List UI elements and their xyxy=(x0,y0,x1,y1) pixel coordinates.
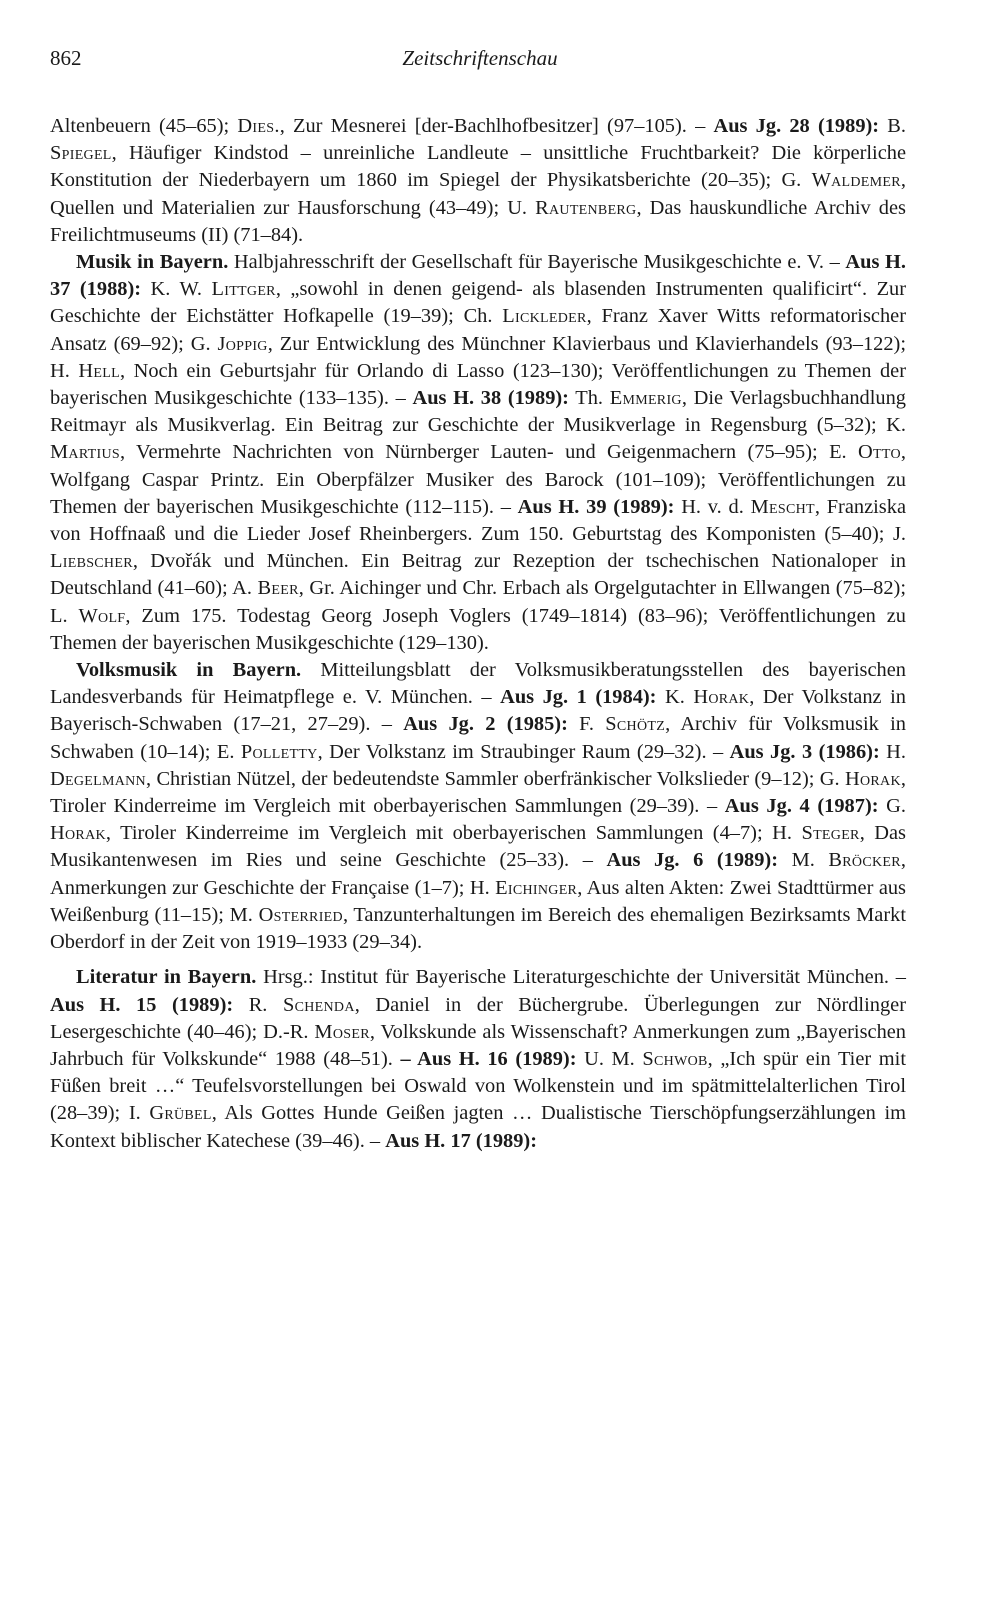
text-run: , Noch ein Geburtsjahr für Orlando di Lasso (123–130); Veröffentlichungen zu Themen der bayerischen Musikgeschichte (133–135). – xyxy=(50,359,907,410)
text-run: , Zum 175. Todestag Georg Joseph Voglers (1749–1814) (83–96); Veröffentlichungen zu Themen der bayerischen Musikgeschichte (129–130). xyxy=(50,604,906,654)
text-run: , Wolfgang Caspar Printz. Ein Oberpfälzer Musiker des Barock (101–109); Veröffentlichungen zu Themen der bayerischen Musikgeschichte (112–115). – xyxy=(50,441,906,518)
text-run: , Das hauskundliche Archiv des Freilichtmuseums (II) (71–84). xyxy=(50,196,906,246)
author-name: Joppig xyxy=(217,332,268,355)
text-run: , Der Volkstanz in Bayerisch-Schwaben (17–21, 27–29). – xyxy=(50,686,906,736)
issue-reference: Aus H. 39 (1989): xyxy=(517,495,675,518)
issue-reference: Aus Jg. 4 (1987): xyxy=(724,795,879,818)
author-name: Dies. xyxy=(237,115,280,137)
text-run: , Die Verlagsbuchhandlung Reitmayr als Musikverlag. Ein Beitrag zur Geschichte der Musikverlage in Regensburg (5–32); K. xyxy=(50,387,907,437)
author-name: Horak xyxy=(844,767,901,790)
text-run: Th. xyxy=(568,387,610,410)
text-run: , Franziska von Hoffnaaß und die Lieder Josef Rheinbergers. Zum 150. Geburtstag des Komponisten (5–40); J. xyxy=(50,495,906,546)
text-run: , Christian Nützel, der bedeutendste Sammler oberfränkischer Volkslieder (9–12); G. xyxy=(145,767,845,790)
author-name: Eichinger xyxy=(495,876,578,899)
author-name: Lickleder xyxy=(502,305,587,328)
author-name: Moser xyxy=(314,1020,370,1043)
text-run: F. xyxy=(567,713,606,736)
text-run: , Dvořák und München. Ein Beitrag zur Rezeption der tschechischen Nationaloper in Deutschland (41–60); A. xyxy=(50,550,906,600)
text-run: G. xyxy=(878,795,906,818)
text-run: , Franz Xaver Witts reformatorischer Ansatz (69–92); G. xyxy=(50,305,906,355)
text-run: , Tanzunterhaltungen im Bereich des ehemaligen Bezirksamts Markt Oberdorf in der Zeit von 1919–1933 (29–34). xyxy=(50,903,906,954)
author-name: Wolf xyxy=(78,604,126,627)
text-run: H. xyxy=(879,740,907,763)
author-name: Martius xyxy=(50,441,120,464)
text-run: , Als Gottes Hunde Geißen jagten … Dualistische Tierschöpfungserzählungen im Kontext biblischer Katechese (39–46). – xyxy=(50,1102,906,1152)
text-run: , Aus alten Akten: Zwei Stadttürmer aus Weißenburg (11–15); M. xyxy=(50,876,906,926)
text-run: , Anmerkungen zur Geschichte der Française (1–7); H. xyxy=(50,849,906,899)
author-name: Schwob xyxy=(642,1047,708,1070)
author-name: Bröcker xyxy=(828,849,901,872)
text-run: , Tiroler Kinderreime im Vergleich mit oberbayerischen Sammlungen (4–7); H. xyxy=(105,822,802,845)
issue-reference: – Aus H. 16 (1989): xyxy=(400,1047,577,1070)
author-name: Mescht xyxy=(750,495,815,518)
author-name: Schötz xyxy=(605,713,666,736)
text-run: U. M. xyxy=(576,1047,643,1070)
text-run: , Volkskunde als Wissenschaft? Anmerkungen zum „Bayerischen Jahrbuch für Volkskunde“ 1988 (48–51). xyxy=(50,1020,907,1070)
text-run: , Quellen und Materialien zur Hausforschung (43–49); U. xyxy=(50,169,906,219)
author-name: Steger xyxy=(801,822,860,845)
author-name: Waldemer xyxy=(811,169,901,192)
text-run: , Häufiger Kindstod – unreinliche Landleute – unsittliche Fruchtbarkeit? Die körperliche Konstitution der Niederbayern um 1860 im Spiegel der Physikatsberichte (20–35); G. xyxy=(50,142,906,192)
issue-reference: Aus Jg. 3 (1986): xyxy=(729,740,880,763)
author-name: Horak xyxy=(693,686,750,709)
author-name: Spiegel xyxy=(50,142,112,165)
text-run: K. W. xyxy=(141,278,212,301)
author-name: Osterried xyxy=(258,903,343,926)
text-run: B. xyxy=(879,115,907,137)
issue-reference: Aus H. 17 (1989): xyxy=(385,1129,538,1152)
text-run: Hrsg.: Institut für Bayerische Literaturgeschichte der Universität München. – xyxy=(256,966,906,989)
text-run: , Vermehrte Nachrichten von Nürnberger Lauten- und Geigenmachern (75–95); E. xyxy=(119,441,858,464)
text-run: , Zur Entwicklung des Münchner Klavierbaus und Klavierhandels (93–122); H. xyxy=(50,332,906,382)
author-name: Polletty xyxy=(240,740,318,763)
paragraph-musik-in-bayern xyxy=(50,249,906,657)
author-name: Degelmann xyxy=(50,767,146,790)
issue-reference: Literatur in Bayern. xyxy=(76,966,257,989)
author-name: Hell xyxy=(78,359,120,382)
text-run: H. v. d. xyxy=(674,495,751,518)
running-head: Zeitschriftenschau xyxy=(402,46,558,70)
text-run: M. xyxy=(778,849,829,872)
text-run: , Daniel in der Büchergrube. Überlegungen zur Nördlinger Lesergeschichte (40–46); D.-R. xyxy=(50,993,906,1043)
author-name: Schenda xyxy=(282,993,355,1016)
author-name: Liebscher xyxy=(50,550,133,573)
author-name: Otto xyxy=(858,441,901,464)
page-number: 862 xyxy=(50,46,82,70)
issue-reference: Aus Jg. 6 (1989): xyxy=(606,849,779,872)
text-run: R. xyxy=(233,993,283,1016)
author-name: Emmerig xyxy=(609,387,682,410)
issue-reference: Aus H. 15 (1989): xyxy=(50,993,234,1016)
text-run: Altenbeuern (45–65); xyxy=(50,115,238,137)
author-name: Horak xyxy=(50,822,106,845)
issue-reference: Aus H. 37 (1988): xyxy=(50,251,906,301)
text-run: , Tiroler Kinderreime im Vergleich mit oberbayerischen Sammlungen (29–39). – xyxy=(50,767,906,818)
author-name: Rautenberg xyxy=(535,196,637,219)
paragraph-literatur-in-bayern xyxy=(50,964,906,1154)
text-run: , Archiv für Volksmusik in Schwaben (10–14); E. xyxy=(50,713,906,763)
issue-reference: Musik in Bayern. xyxy=(76,251,229,274)
text-run: , „Ich spür ein Tier mit Füßen breit …“ Teufelsvorstellungen bei Oswald von Wolkenstein und im spätmittelalterlichen Tirol (28–39); I. xyxy=(50,1047,906,1125)
paragraph-continuation xyxy=(50,113,906,249)
author-name: Littger xyxy=(211,278,276,301)
author-name: Beer xyxy=(257,577,299,600)
text-run: , Gr. Aichinger und Chr. Erbach als Orgelgutachter in Ellwangen (75–82); L. xyxy=(50,577,906,627)
text-run: , Zur Mesnerei [der-Bachlhofbesitzer] (97–105). – xyxy=(279,115,714,137)
text-run: K. xyxy=(656,686,694,709)
issue-reference: Volksmusik in Bayern. xyxy=(76,659,302,682)
issue-reference: Aus Jg. 2 (1985): xyxy=(403,713,568,736)
paragraph-volksmusik-in-bayern xyxy=(50,657,906,956)
author-name: Grübel xyxy=(149,1102,212,1125)
issue-reference: Aus Jg. 28 (1989): xyxy=(713,115,880,137)
text-run: Halbjahresschrift der Gesellschaft für Bayerische Musikgeschichte e. V. – xyxy=(228,251,846,274)
body-text xyxy=(50,113,906,1155)
issue-reference: Aus H. 38 (1989): xyxy=(412,387,569,410)
text-run: Mitteilungsblatt der Volksmusikberatungsstellen des bayerischen Landesverbands für Heimatpflege e. V. München. – xyxy=(50,659,906,709)
page-header xyxy=(50,46,910,76)
text-run: , „sowohl in denen geigend- als blasenden Instrumenten qualificirt“. Zur Geschichte der Eichstätter Hofkapelle (19–39); Ch. xyxy=(50,278,907,328)
text-run: , Der Volkstanz im Straubinger Raum (29–32). – xyxy=(317,740,730,763)
text-run: , Das Musikantenwesen im Ries und seine Geschichte (25–33). – xyxy=(50,822,906,872)
issue-reference: Aus Jg. 1 (1984): xyxy=(500,686,657,709)
